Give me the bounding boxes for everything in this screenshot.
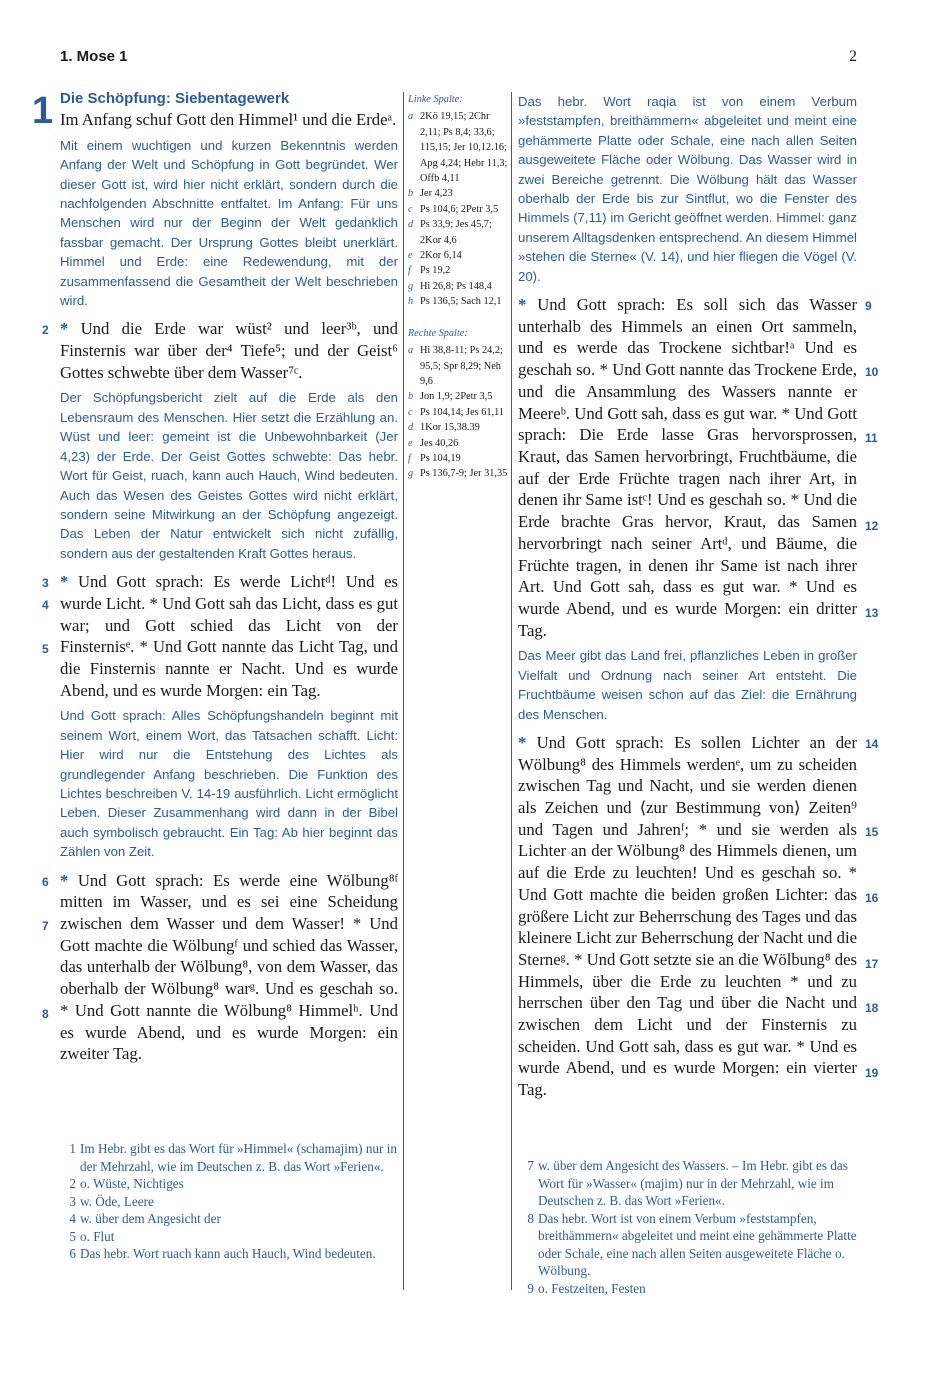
footnote (60, 1228, 398, 1246)
verse-number: 14 (865, 736, 879, 751)
verse-9-13-block (518, 294, 879, 641)
cross-ref-item (408, 186, 508, 201)
cross-ref-text: Jer 4,23 (420, 188, 453, 200)
commentary-2: Der Schöpfungsbericht zielt auf die Erde als den Lebensraum des Menschen. Hier setzt die Erzählung an. Wüst und leer: gemeint ist die Unbewohnbarkeit (Jer 4,23) der Erde. Der Geist Gottes schwebte: Das hebr. Wort für Geist, ruach, kann auch Hauch, Wind bedeuten. Auch das Wesen des Geistes Gottes wird nicht erklärt, sondern seine Mitwirkung an der Schöpfung angezeigt. Das Leben der Natur entwickelt sich nicht zufällig, sondern aus der gestaltenden Kraft Gottes heraus. (60, 390, 398, 561)
cross-ref-key: g (408, 468, 414, 480)
cross-ref-text: Hi 38,8-11; Ps 24,2; 95,5; Spr 8,29; Neh 9,6 (420, 345, 503, 387)
footnote-number: 4 (69, 1211, 76, 1226)
cross-ref-text: 2Kor 6,14 (420, 250, 462, 262)
footnote-number: 5 (69, 1228, 76, 1244)
cross-ref-item (408, 436, 508, 451)
verse-number: 11 (865, 431, 878, 446)
verse-number: 9 (865, 299, 872, 314)
verse-number: 4 (42, 598, 49, 613)
footnote (60, 1140, 398, 1175)
footnote (518, 1157, 857, 1210)
commentary-4: Das hebr. Wort raqia ist von einem Verbum »feststampfen, breithämmern« abgeleitet und meint eine gehämmerte Platte oder Schale, eine nach allen Seiten ausgeweitete Fläche oder Wölbung. Das Wasser wird in zwei Bereiche getrennt. Die Wölbung hält das Wasser oberhalb der Erde bis zur Sintflut, wo die Fenster des Himmels (7,11) im Gericht geöffnet werden. Himmel: ganz unserem Alltagsdenken entsprechend. An diesem Himmel »stehen die Sterne« (V. 14), und hier fliegen die Vögel (V. 20). (518, 94, 857, 284)
cross-ref-text: Ps 104,14; Jes 61,11 (420, 406, 505, 418)
footnote-text: o. Wüste, Nichtiges (80, 1176, 184, 1191)
column-divider-left (403, 92, 404, 1290)
commentary-5: Das Meer gibt das Land frei, pflanzliches Leben in großer Vielfalt und Ordnung nach seiner Art entsteht. Die Fruchtbäume weisen schon auf das Ziel: die Ernährung des Menschen. (518, 648, 857, 722)
cross-ref-key: f (408, 452, 411, 464)
cross-ref-item (408, 294, 508, 309)
cross-ref-right-list (408, 343, 508, 482)
footnote-number: 3 (69, 1193, 76, 1209)
cross-ref-key: a (408, 345, 414, 357)
verse-6-8-block (42, 870, 398, 1065)
left-column (32, 90, 398, 1070)
cross-ref-item (408, 389, 508, 404)
cross-ref-text: Hi 26,8; Ps 148,4 (420, 280, 492, 292)
footnote-number: 7 (527, 1158, 534, 1173)
verse-star-icon: * (60, 319, 69, 339)
footnote (60, 1175, 398, 1193)
verse-number: 2 (42, 323, 49, 338)
cross-ref-item (408, 109, 508, 186)
chapter-number: 1 (32, 90, 54, 132)
verse-number: 8 (42, 1006, 49, 1021)
verse-3-5-block (42, 571, 398, 701)
verse-number: 12 (865, 519, 879, 534)
footnote-number: 9 (527, 1280, 534, 1296)
cross-ref-item (408, 248, 508, 263)
column-divider-right (511, 92, 512, 1290)
cross-ref-text: Ps 104,19 (420, 452, 461, 464)
cross-ref-key: b (408, 188, 414, 200)
cross-ref-key: e (408, 437, 413, 449)
footnote-text: w. Öde, Leere (80, 1193, 154, 1209)
verse-number: 3 (42, 576, 49, 591)
footnotes-right (518, 1157, 857, 1297)
cross-ref-key: f (408, 265, 411, 277)
cross-ref-key: c (408, 203, 413, 215)
commentary-1: Mit einem wuchtigen und kurzen Bekenntnis werden Anfang der Welt und Schöpfung in Gott begründet. Wer dieser Gott ist, wird hier nicht erklärt, sondern durch die nachfolgenden Abschnitte entfaltet. Im Anfang: Für uns Menschen wird nur der Beginn der Welt gedanklich fassbar gemacht. Der Ursprung Gottes bleibt unerklärt. Himmel und Erde: eine Redewendung, mit der zusammenfassend die Gesamtheit der Welt beschrieben wird. (60, 137, 398, 308)
cross-ref-key: g (408, 280, 414, 292)
cross-ref-item (408, 217, 508, 248)
cross-ref-item (408, 263, 508, 278)
footnote-number: 1 (69, 1141, 76, 1156)
verse-number: 7 (42, 918, 49, 933)
verses-6-8: Und Gott sprach: Es werde eine Wölbung⁸ᶠ mitten im Wasser, und es sei eine Scheidung zwischen dem Wasser und dem Wasser! * Und Gott machte die Wölbungᶠ und schied das Wasser, das unterhalb der Wölbung⁸, von dem Wasser, das oberhalb der Wölbung⁸ warᵍ. Und es geschah so. * Und Gott nannte die Wölbung⁸ Himmelʰ. Und es wurde Abend, und es wurde Morgen: ein zweiter Tag. (60, 870, 398, 1064)
footnote-text: Im Hebr. gibt es das Wort für »Himmel« (schamajim) nur in der Mehrzahl, wie im Deutschen z. B. das Wort »Ferien«. (80, 1141, 397, 1174)
cross-ref-key: b (408, 391, 414, 403)
cross-ref-key: e (408, 250, 413, 262)
cross-ref-text: Jes 40,26 (420, 437, 459, 449)
cross-ref-key: d (408, 219, 414, 231)
cross-ref-text: 1Kor 15,38.39 (420, 422, 480, 434)
footnote (60, 1245, 398, 1263)
page-number: 2 (849, 48, 857, 65)
verse-14-19-block (518, 732, 879, 1101)
verse-number: 19 (865, 1065, 879, 1080)
verse-star-icon: * (518, 295, 527, 315)
footnote-text: Das hebr. Wort ruach kann auch Hauch, Wind bedeuten. (80, 1246, 376, 1261)
verses-14-19: Und Gott sprach: Es sollen Lichter an der Wölbung⁸ des Himmels werdenᵉ, um zu scheiden zwischen Tag und Nacht, und sie werden dienen als Zeichen und ⟨zur Bestimmung von⟩ Zeiten⁹ und Tagen und Jahrenᶠ; * und sie werden als Lichter an der Wölbung⁸ des Himmels dienen, um auf die Erde zu leuchten! Und es geschah so. * Und Gott machte die beiden großen Lichter: das größere Licht zur Beherrschung des Tages und das kleinere Licht zur Beherrschung der Nacht und die Sterneᵍ. * Und Gott setzte sie an die Wölbung⁸ des Himmels, über die Erde zu leuchten * und zu herrschen über den Tag und über die Nacht und zwischen dem Licht und der Finsternis zu scheiden. Und Gott sah, dass es gut war. * Und es wurde Abend, und es wurde Morgen: ein vierter Tag. (518, 732, 858, 1100)
cross-ref-text: Ps 136,7-9; Jer 31,35 (420, 468, 508, 480)
footnote-text: w. über dem Angesicht der (80, 1211, 221, 1226)
cross-ref-text: Ps 104,6; 2Petr 3,5 (420, 203, 499, 215)
cross-ref-text: Jon 1,9; 2Petr 3,5 (420, 391, 493, 403)
section-heading: Die Schöpfung: Siebentagewerk (60, 90, 290, 107)
verse-star-icon: * (60, 870, 69, 890)
cross-ref-right-label: Rechte Spalte: (408, 327, 468, 339)
footnote-number: 2 (69, 1176, 76, 1191)
footnote-text: o. Flut (80, 1228, 115, 1244)
verse-star-icon: * (518, 732, 527, 752)
cross-ref-item (408, 405, 508, 420)
cross-ref-item (408, 343, 508, 389)
verse-number: 13 (865, 606, 879, 621)
cross-ref-item (408, 466, 508, 481)
footnote (518, 1280, 857, 1298)
running-head: 1. Mose 1 (60, 48, 128, 65)
verses-3-5: Und Gott sprach: Es werde Lichtᵈ! Und es wurde Licht. * Und Gott sah das Licht, dass es gut war; und Gott schied das Licht von der Finsternisᵉ. * Und Gott nannte das Licht Tag, und die Finsternis nannte er Nacht. Und es wurde Abend, und es wurde Morgen: ein Tag. (60, 572, 398, 700)
verse-number: 16 (865, 890, 879, 905)
verse-2: Und die Erde war wüst² und leer³ᵇ, und Finsternis war über der⁴ Tiefe⁵; und der Geist⁶ Gottes schwebte über dem Wasser⁷ᶜ. (60, 319, 398, 382)
cross-ref-key: h (408, 296, 414, 308)
footnote-text: w. über dem Angesicht des Wassers. – Im Hebr. gibt es das Wort für »Wasser« (majim) nur in der Mehrzahl, wie im Deutschen z. B. das Wort »Ferien«. (538, 1158, 848, 1208)
footnote (518, 1210, 857, 1280)
cross-ref-key: c (408, 406, 413, 418)
verse-number: 6 (42, 874, 49, 889)
verse-number: 18 (865, 1000, 879, 1015)
cross-ref-key: d (408, 422, 414, 434)
verse-1: Im Anfang schuf Gott den Himmel¹ und die Erdeᵃ. (60, 110, 397, 129)
cross-ref-item (408, 420, 508, 435)
verse-number: 5 (42, 642, 49, 657)
footnote-text: o. Festzeiten, Festen (538, 1280, 646, 1296)
footnotes-left (60, 1140, 398, 1263)
footnote-text: Das hebr. Wort ist von einem Verbum »feststampfen, breithämmern« abgeleitet und meint eine gehämmerte Platte oder Schale, eine nach allen Seiten ausgeweitete Fläche o. Wölbung. (538, 1210, 857, 1278)
footnote-number: 6 (69, 1246, 76, 1261)
cross-reference-column (408, 92, 508, 482)
verse-2-block (42, 318, 398, 383)
cross-ref-text: Ps 33,9; Jes 45,7; 2Kor 4,6 (420, 219, 492, 246)
cross-ref-key: a (408, 111, 414, 123)
cross-ref-left-list (408, 109, 508, 309)
commentary-3: Und Gott sprach: Alles Schöpfungshandeln beginnt mit seinem Wort, einem Wort, das Tatsachen schafft. Licht: Hier wird nur die Entstehung des Lichtes als grundlegender Anfang beschrieben. Die Funktion des Lichtes beschreiben V. 14-19 ausführlich. Licht ermöglicht Leben. Dieser Zusammenhang wird dann in der Bibel auch symbolisch gebraucht. Ein Tag: Ab hier beginnt das Zählen von Zeit. (60, 708, 398, 860)
cross-ref-text: Ps 19,2 (420, 265, 451, 277)
verse-number: 17 (865, 956, 879, 971)
verses-9-13: Und Gott sprach: Es soll sich das Wasser unterhalb des Himmels an einen Ort sammeln, und es werde das Trockene sichtbar!ᵃ Und es geschah so. * Und Gott nannte das Trockene Erde, und die Ansammlung des Wassers nannte er Meereᵇ. Und Gott sah, dass es gut war. * Und Gott sprach: Die Erde lasse Gras hervorsprossen, Kraut, das Samen hervorbringt, Fruchtbäume, die auf der Erde Früchte tragen nach ihrer Art, in denen ihr Same istᶜ! Und es geschah so. * Und die Erde brachte Gras hervor, Kraut, das Samen hervorbringt nach seiner Artᵈ, und Bäume, die Früchte tragen, in denen ihr Same ist nach ihrer Art. Und Gott sah, dass es gut war. * Und es wurde Abend, und es wurde Morgen: ein dritter Tag. (518, 295, 857, 640)
verse-number: 10 (865, 365, 879, 380)
cross-ref-item (408, 279, 508, 294)
verse-star-icon: * (60, 572, 69, 592)
footnote (60, 1193, 398, 1211)
cross-ref-item (408, 451, 508, 466)
footnote-number: 8 (527, 1210, 534, 1226)
cross-ref-item (408, 202, 508, 217)
footnote (60, 1210, 398, 1228)
right-column (518, 92, 879, 1106)
cross-ref-text: 2Kö 19,15; 2Chr 2,11; Ps 8,4; 33,6; 115,15; Jer 10,12.16; Apg 4,24; Hebr 11,3; Offb 4,11 (420, 111, 508, 185)
cross-ref-text: Ps 136,5; Sach 12,1 (420, 296, 502, 308)
cross-ref-left-label: Linke Spalte: (408, 94, 463, 105)
verse-number: 15 (865, 824, 879, 839)
